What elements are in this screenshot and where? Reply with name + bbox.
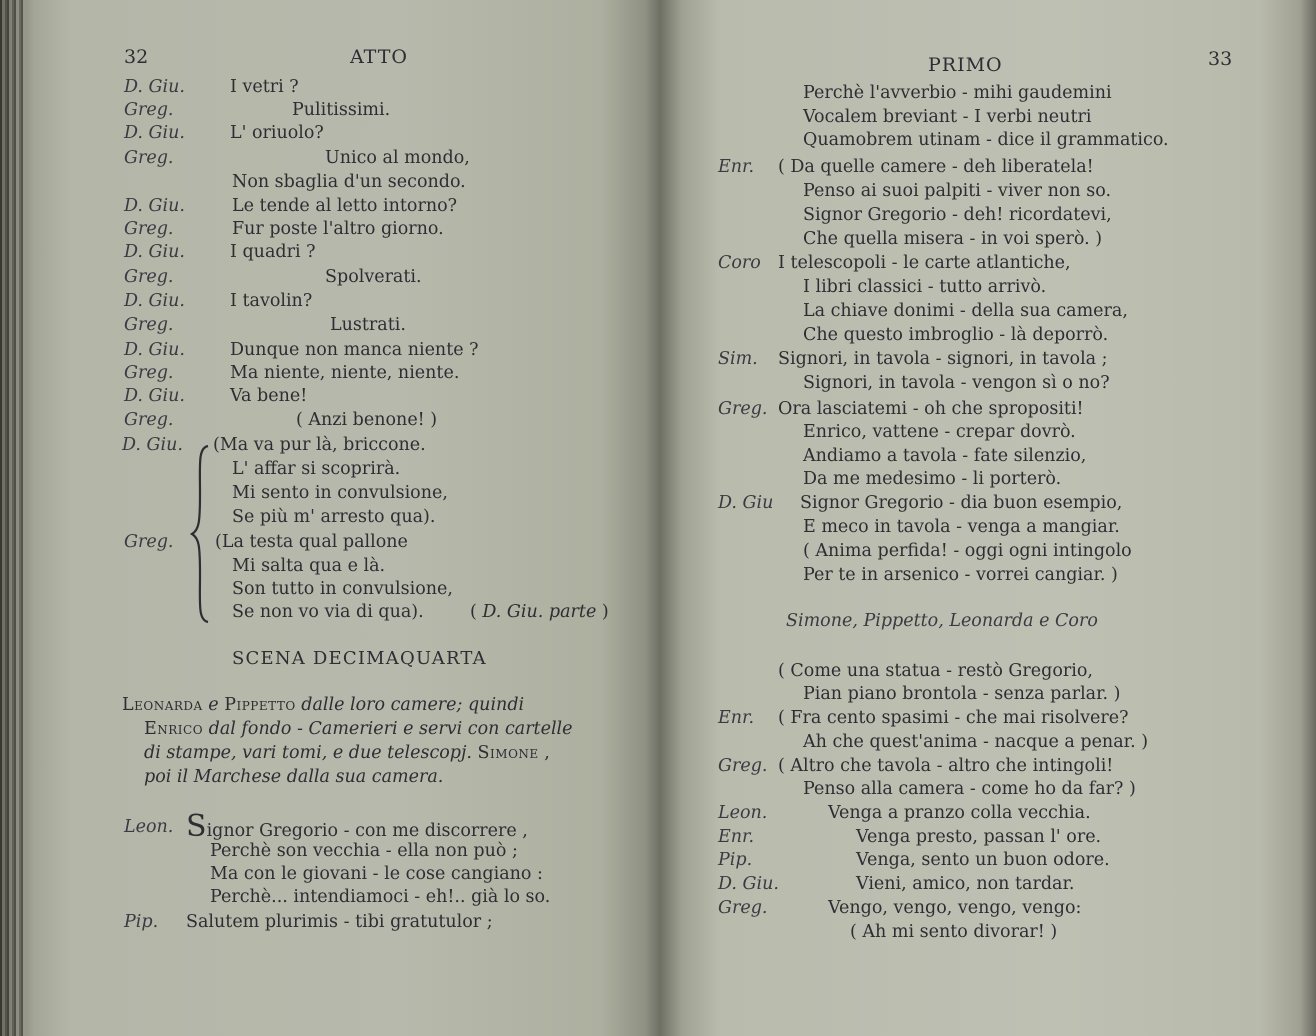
verse-line: (La testa qual pallone bbox=[215, 532, 408, 552]
speaker: Greg. bbox=[718, 399, 768, 419]
speaker: Greg. bbox=[124, 148, 174, 168]
verse-line: Ah che quest'anima - nacque a penar. ) bbox=[803, 732, 1149, 752]
verse-line: Venga, sento un buon odore. bbox=[856, 850, 1110, 870]
speaker: Greg. bbox=[124, 100, 174, 120]
verse-line: Perchè l'avverbio - mihi gaudemini bbox=[803, 83, 1112, 103]
duet-speaker-1: D. Giu. bbox=[122, 435, 183, 455]
speaker: Enr. bbox=[718, 827, 755, 847]
verse-line: Venga presto, passan l' ore. bbox=[856, 827, 1102, 847]
verse-line: ( Altro che tavola - altro che intingoli! bbox=[778, 756, 1114, 776]
speaker: D. Giu. bbox=[124, 242, 185, 262]
verse-line: Signor Gregorio - deh! ricordatevi, bbox=[803, 205, 1112, 225]
verse-line: Da me medesimo - li porterò. bbox=[803, 469, 1062, 489]
speaker: Leon. bbox=[718, 803, 768, 823]
verse-line: Se non vo via di qua). bbox=[232, 602, 424, 622]
verse-line: ( Ah mi sento divorar! ) bbox=[850, 922, 1058, 942]
verse-line: Mi salta qua e là. bbox=[232, 556, 386, 576]
verse-line: I vetri ? bbox=[230, 77, 299, 97]
speaker: Coro bbox=[718, 253, 761, 273]
verse-line: Signor Gregorio - dia buon esempio, bbox=[800, 493, 1123, 513]
right-page bbox=[660, 0, 1316, 1036]
speaker: D. Giu. bbox=[124, 196, 185, 216]
verse-line: Penso ai suoi palpiti - viver non so. bbox=[803, 181, 1112, 201]
verse-line: ( Anima perfida! - oggi ogni intingolo bbox=[803, 541, 1132, 561]
verse-line: Non sbaglia d'un secondo. bbox=[232, 172, 466, 192]
verse-line: Vieni, amico, non tardar. bbox=[856, 874, 1075, 894]
verse-line: Son tutto in convulsione, bbox=[232, 579, 453, 599]
verse-line: Dunque non manca niente ? bbox=[230, 340, 479, 360]
verse-line: Signori, in tavola - signori, in tavola ; bbox=[778, 349, 1108, 369]
verse-line: ( Fra cento spasimi - che mai risolvere? bbox=[778, 708, 1129, 728]
scene-title: SCENA DECIMAQUARTA bbox=[232, 648, 487, 669]
running-head-left: ATTO bbox=[350, 46, 408, 68]
duet-speaker-2: Greg. bbox=[124, 532, 174, 552]
speaker: Greg. bbox=[124, 410, 174, 430]
verse-line: Che quella misera - in voi sperò. ) bbox=[803, 229, 1103, 249]
page-number-right: 33 bbox=[1208, 48, 1233, 70]
speaker: D. Giu. bbox=[124, 123, 185, 143]
speaker: Leon. bbox=[124, 817, 174, 837]
speaker: D. Giu. bbox=[124, 77, 185, 97]
verse-line: Ma con le giovani - le cose cangiano : bbox=[210, 864, 543, 884]
verse-line: Andiamo a tavola - fate silenzio, bbox=[803, 446, 1087, 466]
running-head-right: PRIMO bbox=[928, 54, 1003, 76]
speaker: D. Giu. bbox=[124, 386, 185, 406]
verse-line: Ma niente, niente, niente. bbox=[230, 363, 460, 383]
speaker: Pip. bbox=[718, 850, 753, 870]
verse-line: Va bene! bbox=[230, 386, 308, 406]
verse-line: Se più m' arresto qua). bbox=[232, 507, 436, 527]
verse-line: Perchè son vecchia - ella non può ; bbox=[210, 841, 518, 861]
verse-line: Unico al mondo, bbox=[325, 148, 470, 168]
verse-line: Pulitissimi. bbox=[292, 100, 391, 120]
verse-line: ( Da quelle camere - deh liberatela! bbox=[778, 157, 1094, 177]
verse-line: L' affar si scoprirà. bbox=[232, 459, 401, 479]
verse-line: L' oriuolo? bbox=[230, 123, 324, 143]
verse-line: Quamobrem utinam - dice il grammatico. bbox=[803, 130, 1169, 150]
stage-direction-line: poi il Marchese dalla sua camera. bbox=[144, 767, 444, 787]
speaker: D. Giu. bbox=[124, 291, 185, 311]
speaker: Enr. bbox=[718, 708, 755, 728]
verse-line: Enrico, vattene - crepar dovrò. bbox=[803, 422, 1076, 442]
verse-line: Penso alla camera - come ho da far? ) bbox=[803, 779, 1136, 799]
verse-line: Spolverati. bbox=[325, 267, 422, 287]
brace-icon bbox=[190, 444, 214, 624]
verse-line: E meco in tavola - venga a mangiar. bbox=[803, 517, 1120, 537]
verse-line: I quadri ? bbox=[230, 242, 316, 262]
speaker: Greg. bbox=[718, 898, 768, 918]
speaker: Greg. bbox=[124, 219, 174, 239]
speaker: Greg. bbox=[718, 756, 768, 776]
speaker: Greg. bbox=[124, 315, 174, 335]
verse-line: (Ma va pur là, briccone. bbox=[213, 435, 426, 455]
verse-line: Perchè... intendiamoci - eh!.. già lo so. bbox=[210, 887, 551, 907]
verse-line: I tavolin? bbox=[230, 291, 313, 311]
verse-line: Pian piano brontola - senza parlar. ) bbox=[803, 684, 1121, 704]
verse-line: ( Anzi benone! ) bbox=[296, 410, 438, 430]
verse-line: ( Come una statua - restò Gregorio, bbox=[778, 661, 1093, 681]
speaker: D. Giu bbox=[718, 493, 774, 513]
verse-line: La chiave donimi - della sua camera, bbox=[803, 301, 1128, 321]
speaker: Sim. bbox=[718, 349, 758, 369]
exit-direction: ( D. Giu. parte ) bbox=[470, 602, 609, 622]
speaker: Pip. bbox=[124, 912, 159, 932]
verse-line: Le tende al letto intorno? bbox=[232, 196, 458, 216]
verse-line: Mi sento in convulsione, bbox=[232, 483, 448, 503]
verse-line: Che questo imbroglio - là deporrò. bbox=[803, 325, 1109, 345]
page-number-left: 32 bbox=[124, 46, 149, 68]
verse-line: Ora lasciatemi - oh che spropositi! bbox=[778, 399, 1084, 419]
verse-line: I telescopoli - le carte atlantiche, bbox=[778, 253, 1071, 273]
speaker: D. Giu. bbox=[124, 340, 185, 360]
verse-line: Venga a pranzo colla vecchia. bbox=[828, 803, 1091, 823]
verse-line: Signori, in tavola - vengon sì o no? bbox=[803, 373, 1110, 393]
verse-line: I libri classici - tutto arrivò. bbox=[803, 277, 1047, 297]
verse-line: Vocalem breviant - I verbi neutri bbox=[803, 107, 1092, 127]
verse-line: Vengo, vengo, vengo, vengo: bbox=[828, 898, 1082, 918]
cast-line: Simone, Pippetto, Leonarda e Coro bbox=[786, 611, 1098, 631]
stage-direction-line: Enrico dal fondo - Camerieri e servi con cartelle bbox=[144, 719, 573, 739]
speaker: Greg. bbox=[124, 363, 174, 383]
verse-line: Signor Gregorio - con me discorrere , bbox=[186, 809, 528, 844]
stage-direction-line: Leonarda e Pippetto dalle loro camere; quindi bbox=[122, 695, 525, 715]
verse-line: Lustrati. bbox=[330, 315, 406, 335]
speaker: Greg. bbox=[124, 267, 174, 287]
verse-line: Fur poste l'altro giorno. bbox=[232, 219, 444, 239]
verse-line: Salutem plurimis - tibi gratutulor ; bbox=[186, 912, 493, 932]
stage-direction-line: di stampe, vari tomi, e due telescopj. Simone , bbox=[144, 743, 550, 763]
drop-cap: S bbox=[186, 809, 207, 844]
speaker: D. Giu. bbox=[718, 874, 779, 894]
speaker: Enr. bbox=[718, 157, 755, 177]
verse-line: Per te in arsenico - vorrei cangiar. ) bbox=[803, 565, 1118, 585]
